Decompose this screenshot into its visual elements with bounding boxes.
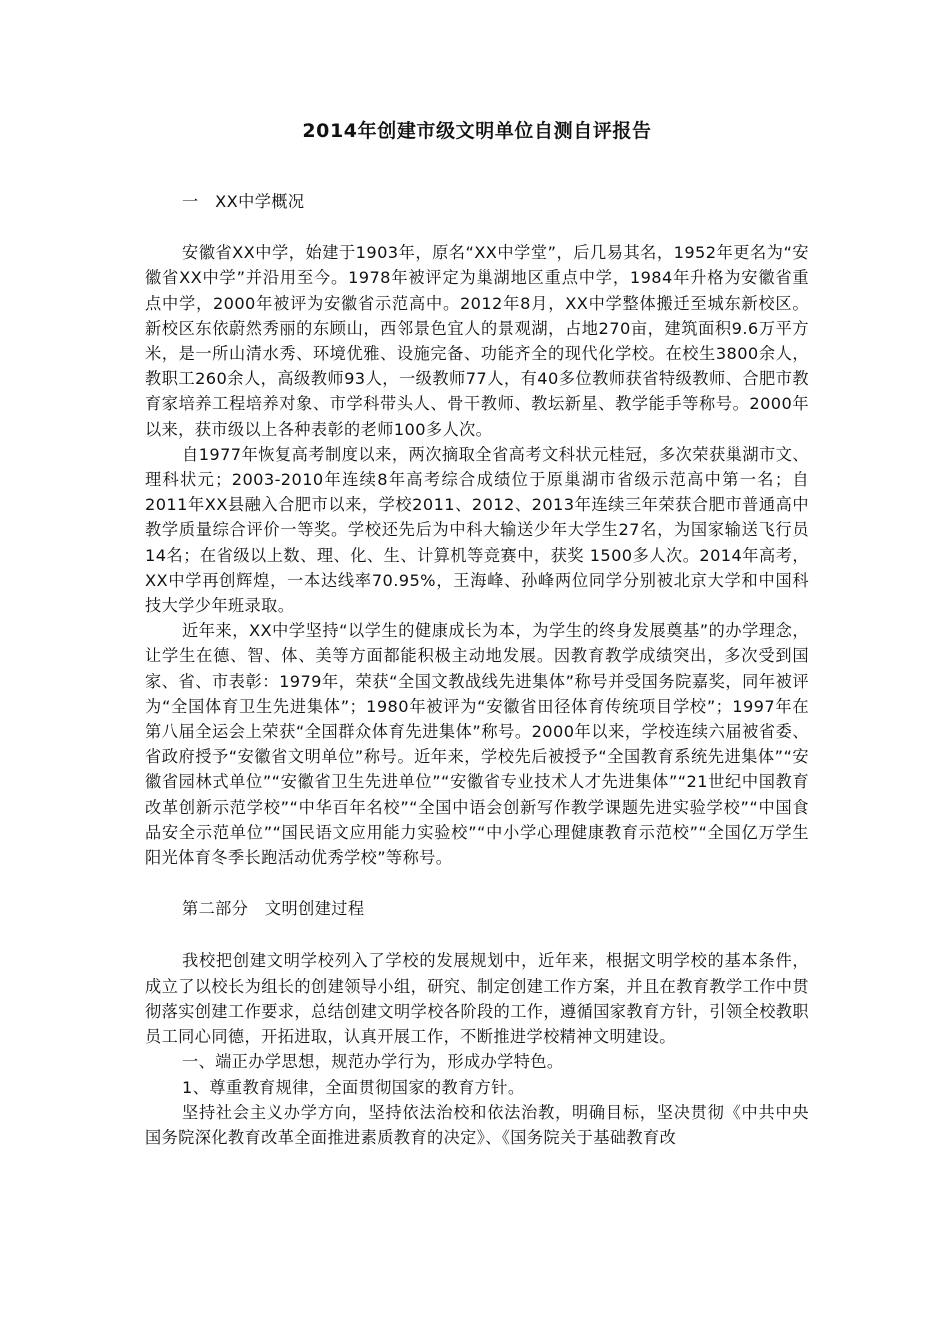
paragraph-exam-achievements: 自1977年恢复高考制度以来，两次摘取全省高考文科状元桂冠，多次荣获巢湖市文、理科状元；2003-2010年连续8年高考综合成绩位于原巢湖市省级示范高中第一名；自2011年XX县融入合肥市以来，学校2011、2012、2013年连续三年荣获合肥市普通高中教学质量综合评价一等奖。学校还先后为中科大输送少年大学生27名，为国家输送飞行员14名；在省级以上数、理、化、生、计算机等竞赛中，获奖 1500多人次。2014年高考，XX中学再创辉煌，一本达线率70.95%，王海峰、孙峰两位同学分别被北京大学和中国科技大学少年班录取。 bbox=[145, 444, 809, 616]
section-heading-overview: 一 XX中学概况 bbox=[182, 192, 305, 211]
document-title: 2014年创建市级文明单位自测自评报告 bbox=[302, 120, 652, 142]
paragraph-school-history: 安徽省XX中学，始建于1903年，原名“XX中学堂”，后几易其名，1952年更名为“安徽省XX中学”并沿用至今。1978年被评定为巢湖地区重点中学，1984年升格为安徽省重点中学，2000年被评为安徽省示范高中。2012年8月，XX中学整体搬迁至城东新校区。新校区东依蔚然秀丽的东顾山，西邻景色宜人的景观湖，占地270亩，建筑面积9.6万平方米，是一所山清水秀、环境优雅、设施完备、功能齐全的现代化学校。在校生3800余人，教职工260余人，高级教师93人，一级教师77人，有40多位教师获省特级教师、合肥市教育家培养工程培养对象、市学科带头人、骨干教师、教坛新星、教学能手等称号。2000年以来，获市级以上各种表彰的老师100多人次。 bbox=[145, 243, 809, 439]
subheading-school-philosophy: 一、端正办学思想，规范办学行为，形成办学特色。 bbox=[182, 1052, 564, 1072]
subheading-education-laws: 1、尊重教育规律，全面贯彻国家的教育方针。 bbox=[182, 1077, 525, 1097]
section-heading-process: 第二部分 文明创建过程 bbox=[182, 899, 365, 919]
document-page bbox=[145, 118, 809, 1150]
paragraph-honors: 近年来，XX中学坚持“以学生的健康成长为本，为学生的终身发展奠基”的办学理念，让学生在德、智、体、美等方面都能积极主动地发展。因教育教学成绩突出，多次受到国家、省、市表彰：1979年，荣获“全国文教战线先进集体”称号并受国务院嘉奖，同年被评为“全国体育卫生先进集体”；1980年被评为“安徽省田径体育传统项目学校”；1997年在第八届全运会上荣获“全国群众体育先进集体”称号。2000年以来，学校连续六届被省委、省政府授予“安徽省文明单位”称号。近年来，学校先后被授予“全国教育系统先进集体”“安徽省园林式单位”“安徽省卫生先进单位”“安徽省专业技术人才先进集体”“21世纪中国教育改革创新示范学校”“中华百年名校”“全国中语会创新写作教学课题先进实验学校”“中国食品安全示范单位”“国民语文应用能力实验校”“中小学心理健康教育示范校”“全国亿万学生阳光体育冬季长跑活动优秀学校”等称号。 bbox=[145, 621, 809, 868]
paragraph-planning: 我校把创建文明学校列入了学校的发展规划中，近年来，根据文明学校的基本条件，成立了以校长为组长的创建领导小组，研究、制定创建工作方案，并且在教育教学工作中贯彻落实创建工作要求，总结创建文明学校各阶段的工作，遵循国家教育方针，引领全校教职员工同心同德，开拓进取，认真开展工作，不断推进学校精神文明建设。 bbox=[145, 951, 809, 1047]
paragraph-socialist-direction: 坚持社会主义办学方向，坚持依法治校和依法治教，明确目标，坚决贯彻《中共中央国务院深化教育改革全面推进素质教育的决定》、《国务院关于基础教育改 bbox=[145, 1102, 809, 1147]
